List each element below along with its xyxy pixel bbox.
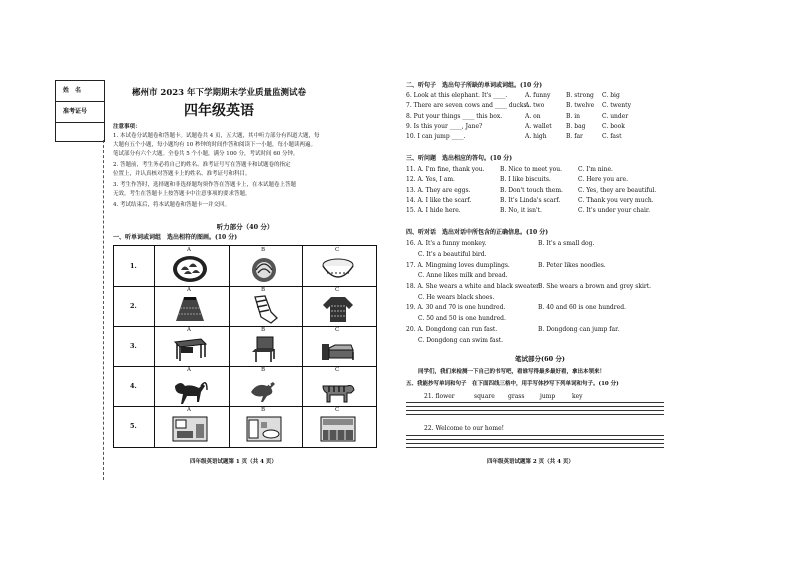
row-number: 3. (130, 342, 137, 350)
writing-line (406, 406, 664, 407)
option-b: B. 40 and 60 is one hundred. (538, 304, 626, 311)
option-b: B. Nice to meet you. (500, 166, 563, 173)
row-number: 2. (130, 302, 137, 310)
sweater-icon (319, 294, 357, 324)
question-7: 7. There are seven cows and ____ ducks. (406, 102, 529, 109)
skirt-icon (171, 294, 209, 324)
option-b: B. She wears a brown and grey skirt. (538, 283, 652, 290)
chair-icon (245, 334, 283, 364)
copy-word: jump (540, 393, 556, 400)
option-letter: A (187, 247, 191, 253)
writing-line (406, 435, 664, 436)
exam-title: 郴州市 2023 年下学期期末学业质量监测试卷 (131, 88, 307, 98)
notes-line-7: 无效。考生在答题卡上按答题卡中注意事项的要求答题。 (113, 191, 251, 197)
option-b: B. I like biscuits. (500, 176, 551, 183)
dumplings-plate-icon (171, 254, 209, 284)
written-note: 同学们，我们来检测一下自己的书写吧，看谁写得最多最好看，拿出本领来！ (418, 369, 606, 375)
question-12: 12. A. Yes, I am. (406, 176, 455, 183)
binding-dashed-line (103, 140, 104, 480)
cabbage-icon (245, 254, 283, 284)
option-c: C. Yes, they are beautiful. (578, 187, 657, 194)
notes-heading-text: 注意事项： (113, 124, 141, 130)
monkey-icon (171, 374, 209, 404)
option-b: B. in (566, 113, 581, 120)
question-15: 15. A. I hide here. (406, 207, 461, 214)
option-c: C. book (602, 123, 625, 130)
question-17: 17. A. Mingming loves dumplings. (406, 262, 510, 269)
option-letter: C (335, 407, 340, 413)
section-1-heading: 一、听单词或词组 选出相符的图画。(10 分) (113, 234, 238, 241)
question-18: 18. A. She wears a white and black sweater. (406, 283, 541, 290)
option-letter: C (335, 247, 340, 253)
option-c: C. big (602, 92, 620, 99)
option-letter: C (335, 327, 340, 333)
option-b: B. It's a small dog. (538, 240, 595, 247)
row-number: 1. (130, 262, 137, 270)
desk-icon (171, 334, 209, 364)
rice-bowl-icon (319, 254, 357, 284)
page-1-footer: 四年级英语试题第 1 页（共 4 页） (190, 459, 277, 465)
listening-heading: 听力部分（40 分） (216, 223, 274, 231)
question-9: 9. Is this your ____, Jane? (406, 123, 483, 130)
notes-line-6: 3. 考生作答时，选择题和非选择题均须作答在答题卡上，在本试题卷上答题 (113, 182, 296, 188)
question-14: 14. A. I like the scarf. (406, 197, 472, 204)
option-letter: A (187, 327, 191, 333)
option-b: B. twelve (566, 102, 595, 109)
copy-word: grass (508, 393, 525, 400)
option-c: C. It's under your chair. (578, 207, 650, 214)
question-16: 16. A. It's a funny monkey. (406, 240, 487, 247)
writing-line (406, 443, 664, 444)
option-c: C. He wears black shoes. (418, 294, 495, 301)
option-c: C. fast (602, 133, 622, 140)
question-13: 13. A. They are eggs. (406, 187, 471, 194)
writing-line (406, 414, 664, 415)
question-6: 6. Look at this elephant. It's ____. (406, 92, 508, 99)
sock-icon (245, 294, 283, 324)
tiger-icon (319, 374, 357, 404)
notes-line-3: 笔试部分有六个大题。全卷共 5 个小题，满分 100 分，考试时间 60 分钟。 (113, 151, 299, 157)
option-a: A. two (525, 102, 545, 109)
grid-divider (302, 246, 303, 447)
name-box (55, 80, 105, 142)
notes-line-4: 2. 答题前，考生务必将自己的姓名、准考证号写在答题卡和试题卷的指定 (113, 162, 291, 168)
option-letter: B (261, 327, 266, 333)
kitchen-icon (319, 414, 357, 444)
bird-icon (245, 374, 283, 404)
option-c: C. Here you are. (578, 176, 628, 183)
writing-line (406, 402, 664, 403)
question-10: 10. I can jump ____. (406, 133, 466, 140)
question-8: 8. Put your things ____ this box. (406, 113, 503, 120)
option-c: C. under (602, 113, 629, 120)
option-a: A. wallet (525, 123, 552, 130)
notes-line-5: 位置上，并认真核对答题卡上的姓名、准考证号和科目。 (113, 171, 251, 177)
option-c: C. Thank you very much. (578, 197, 654, 204)
writing-line (406, 410, 664, 411)
option-letter: A (187, 287, 191, 293)
question-22: 22. Welcome to our home! (424, 425, 505, 432)
option-b: B. Dongdong can jump far. (538, 326, 620, 333)
bathroom-icon (245, 414, 283, 444)
option-c: C. I'm nine. (578, 166, 613, 173)
option-c: C. It's a beautiful bird. (418, 251, 487, 258)
option-a: A. funny (525, 92, 551, 99)
blank-cell (56, 123, 104, 143)
notes-line-1: 1. 本试卷分试题卷和答题卡。试题卷共 4 页，五大题，其中听力部分有四道大题，每 (113, 133, 320, 139)
option-c: C. Anne likes milk and bread. (418, 272, 508, 279)
notes-heading (113, 123, 393, 132)
option-letter: A (187, 407, 191, 413)
option-c: C. Dongdong can swim fast. (418, 337, 504, 344)
option-b: B. No, it isn't. (500, 207, 542, 214)
picture-grid (113, 245, 377, 448)
grid-divider (229, 246, 230, 447)
page-2-footer: 四年级英语试题第 2 页（共 4 页） (487, 459, 574, 465)
option-letter: B (261, 407, 266, 413)
option-c: C. twenty (602, 102, 631, 109)
option-b: B. strong (566, 92, 594, 99)
option-letter: C (335, 287, 340, 293)
row-number: 4. (130, 382, 137, 390)
question-21-label: 21. flower (424, 393, 455, 400)
writing-line (406, 439, 664, 440)
question-11: 11. A. I'm fine, thank you. (406, 166, 485, 173)
name-label: 姓 名 (56, 81, 104, 102)
copy-word: square (474, 393, 495, 400)
question-20: 20. A. Dongdong can run fast. (406, 326, 498, 333)
row-number: 5. (130, 422, 137, 430)
writing-line (406, 447, 664, 448)
section-3-heading: 三、听问题 选出相应的答句。(10 分) (406, 155, 513, 162)
option-c: C. 50 and 50 is one hundred. (418, 315, 506, 322)
bed-icon (319, 334, 357, 364)
option-letter: A (187, 367, 191, 373)
section-5-heading: 五、我能抄写单词和句子 在下面四线三格中，用手写体抄写下列单词和句子。(10 分) (406, 381, 619, 387)
option-a: A. high (525, 133, 547, 140)
question-19: 19. A. 30 and 70 is one hundred. (406, 304, 506, 311)
option-b: B. Don't touch them. (500, 187, 563, 194)
option-b: B. far (566, 133, 583, 140)
exam-id-label: 准考证号 (56, 102, 104, 123)
option-b: B. Peter likes noodles. (538, 262, 606, 269)
copy-word: key (572, 393, 583, 400)
option-a: A. on (525, 113, 541, 120)
section-4-heading: 四、听对话 选出对话中所包含的正确信息。(10 分) (406, 229, 549, 236)
notes-line-8: 4. 考试结束后，将本试题卷和答题卡一并交回。 (113, 202, 230, 208)
written-heading: 笔试部分(60 分) (515, 355, 565, 363)
grid-divider (154, 246, 155, 447)
option-letter: B (261, 287, 266, 293)
section-2-heading: 二、听句子 选出句子所缺的单词或词组。(10 分) (406, 82, 543, 89)
living-room-icon (171, 414, 209, 444)
option-letter: C (335, 367, 340, 373)
option-b: B. bag (566, 123, 586, 130)
subject-title: 四年级英语 (184, 103, 254, 119)
notes-line-2: 大题有五个小题，每小题均有 10 秒钟的时间作答和阅读下一小题，每小题读两遍。 (113, 142, 316, 148)
option-b: B. It's Linda's scarf. (500, 197, 561, 204)
option-letter: B (261, 247, 266, 253)
option-letter: B (261, 367, 266, 373)
